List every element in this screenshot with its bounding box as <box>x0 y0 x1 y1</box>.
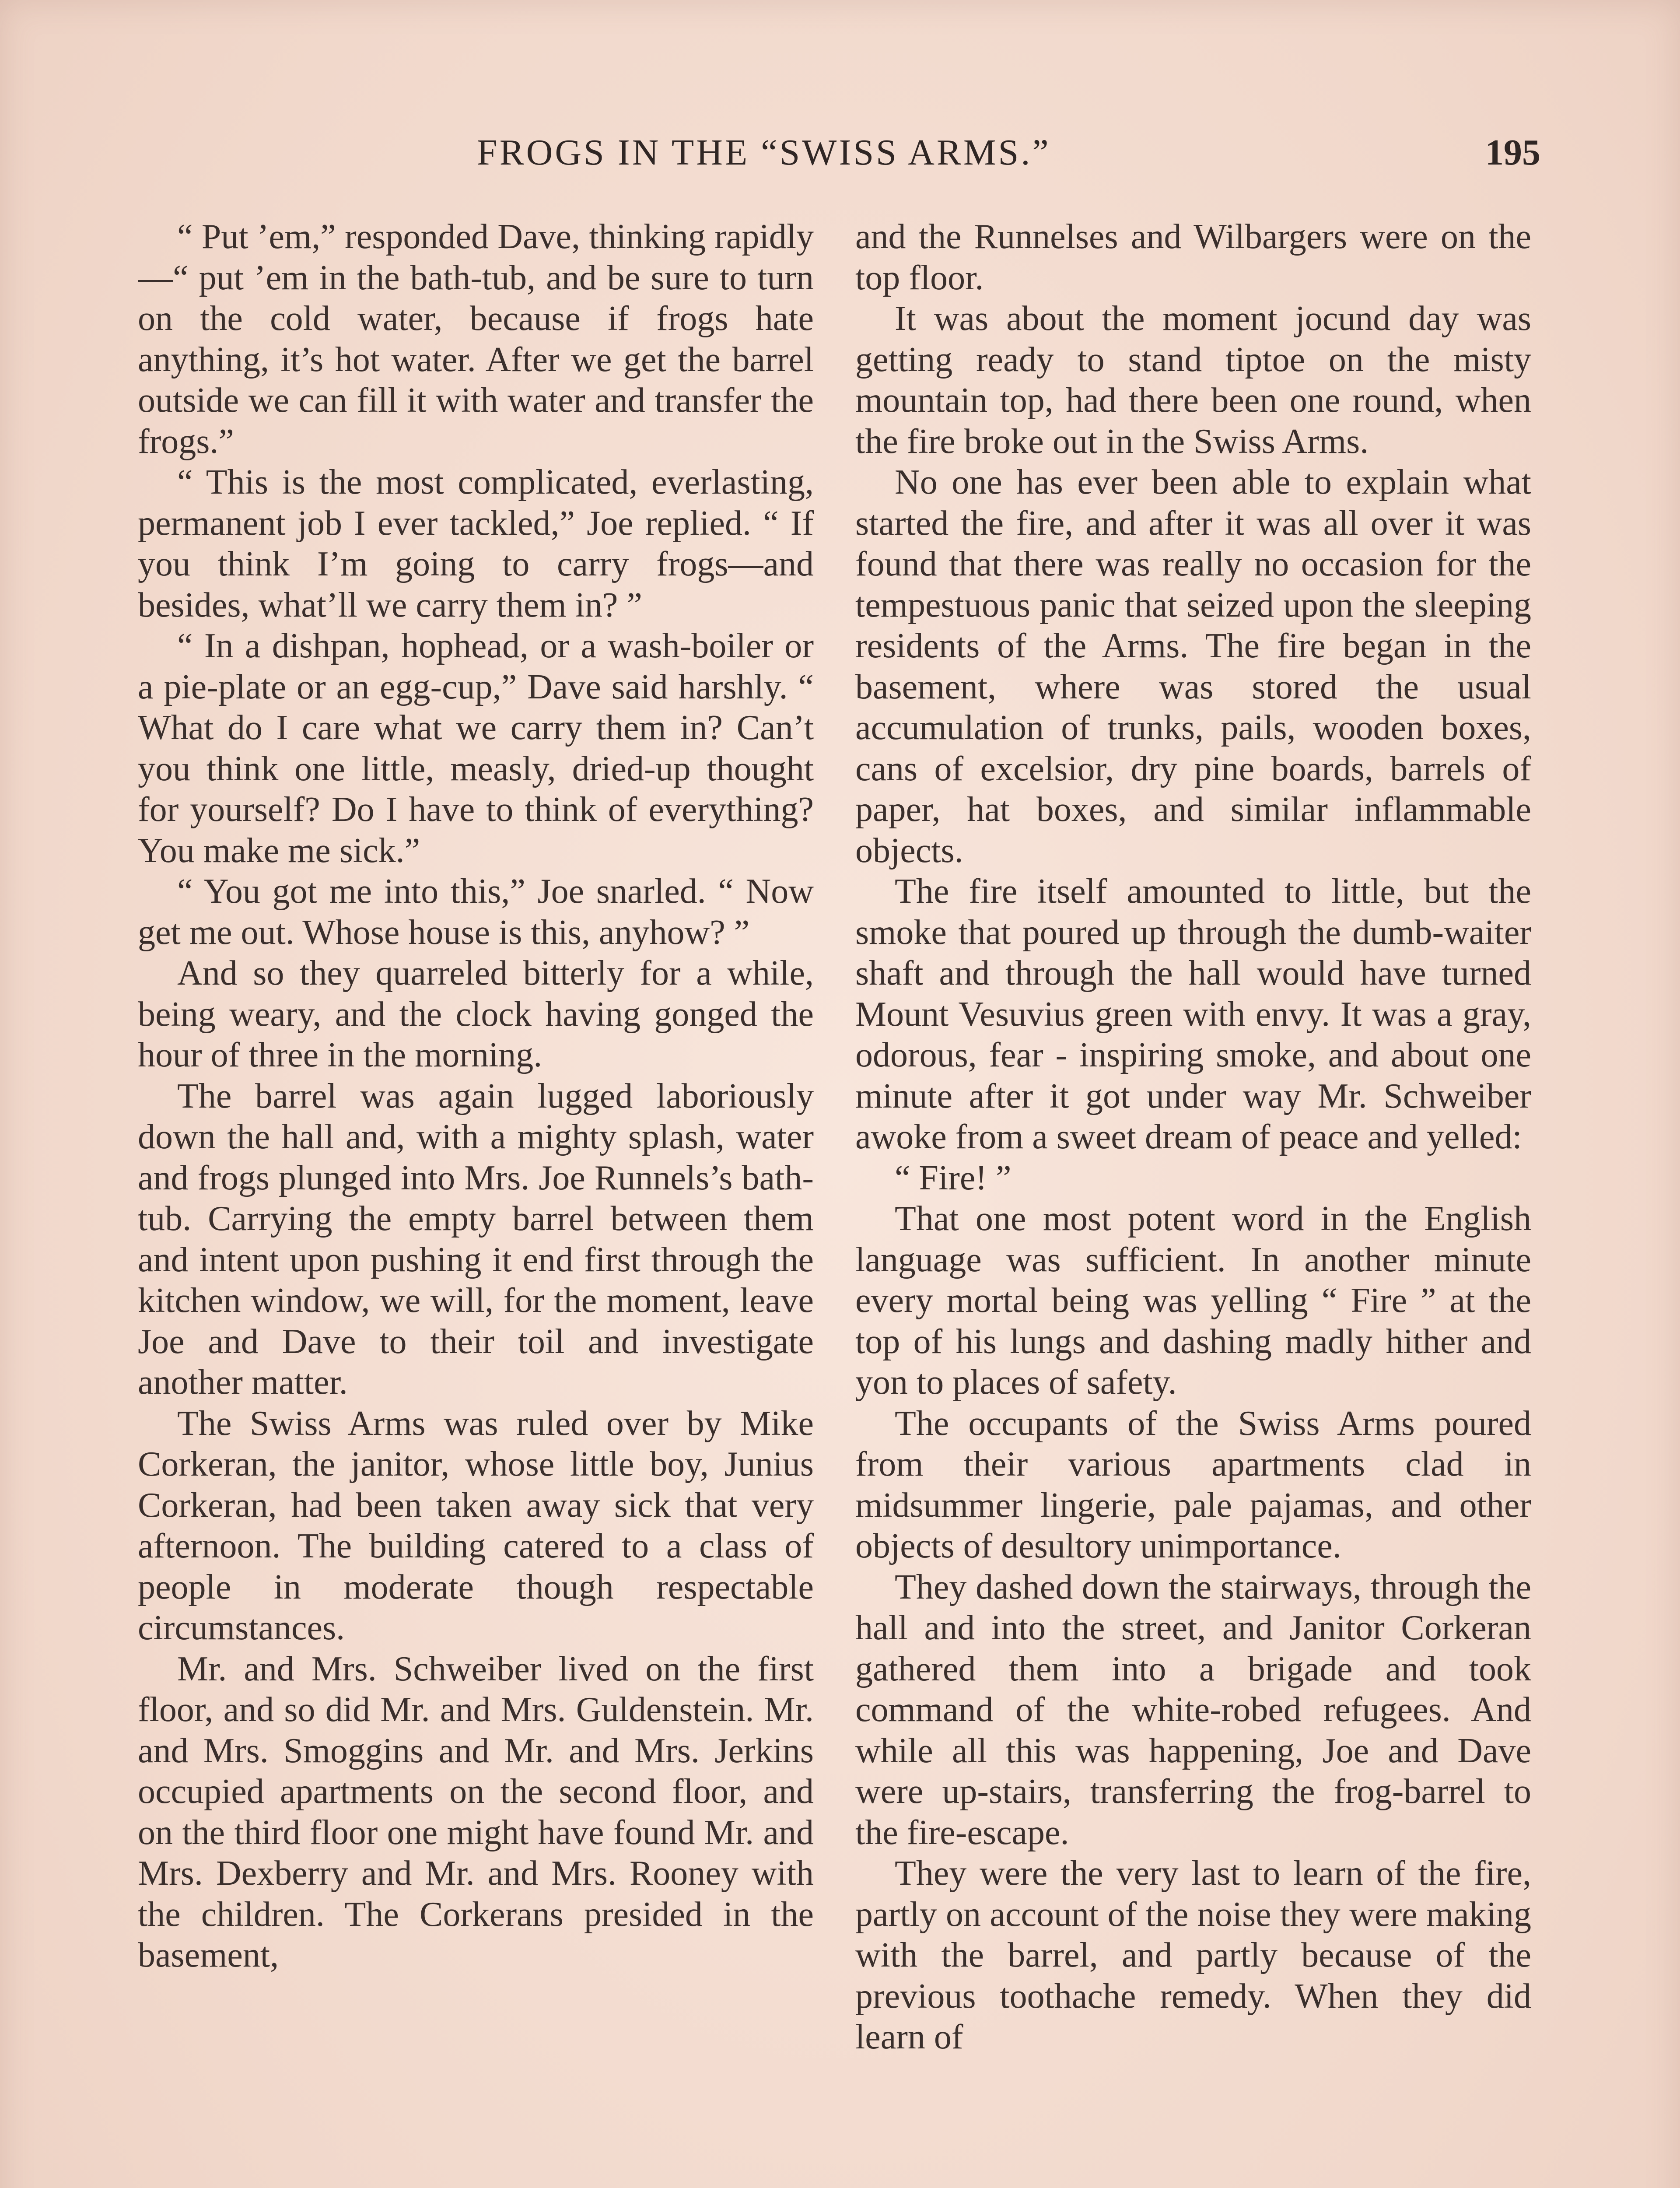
paragraph: The Swiss Arms was ruled over by Mike Corkeran, the janitor, whose little boy, Junius Corkeran, had been taken away sick that very afternoon. The building catered to a class of people in moderate though respectable circumstances. <box>138 1404 814 1647</box>
paragraph: No one has ever been able to explain what started the fire, and after it was all over it was found that there was really no occasion for the tempestuous panic that seized upon the sleeping residents of the Arms. The fire began in the basement, where was stored the usual accumulation of trunks, pails, wooden boxes, cans of excelsior, dry pine boards, barrels of paper, hat boxes, and similar inflammable objects. <box>855 463 1531 870</box>
running-head-title: FROGS IN THE “SWISS ARMS.” <box>477 132 1051 173</box>
left-column <box>138 217 814 2188</box>
paragraph: The fire itself amounted to little, but the smoke that poured up through the dumb-waiter shaft and through the hall would have turned Mount Vesuvius green with envy. It was a gray, odorous, fear - inspiring smoke, and about one minute after it got under way Mr. Schweiber awoke from a sweet dream of peace and yelled: <box>855 872 1531 1156</box>
page-number: 195 <box>1485 132 1540 173</box>
paragraph: They dashed down the stairways, through the hall and into the street, and Janitor Corkeran gathered them into a brigade and took command of the white-robed refugees. And while all this was happening, Joe and Dave were up-stairs, transferring the frog-barrel to the fire-escape. <box>855 1567 1531 1852</box>
paragraph: Mr. and Mrs. Schweiber lived on the first floor, and so did Mr. and Mrs. Guldenstein. Mr. and Mrs. Smoggins and Mr. and Mrs. Jerkins occupied apartments on the second floor, and on the third floor one might have found Mr. and Mrs. Dexberry and Mr. and Mrs. Rooney with the children. The Corkerans presided in the basement, <box>138 1649 814 1974</box>
right-column <box>855 217 1531 2188</box>
paragraph: “ This is the most complicated, everlasting, permanent job I ever tackled,” Joe replied. “ If you think I’m going to carry frogs—and besides, what’ll we carry them in? ” <box>138 463 814 624</box>
paragraph: It was about the moment jocund day was getting ready to stand tiptoe on the misty mountain top, had there been one round, when the fire broke out in the Swiss Arms. <box>855 299 1531 461</box>
paragraph: “ Fire! ” <box>895 1158 1012 1197</box>
paragraph-continued: and the Runnelses and Wilbargers were on the top floor. <box>855 217 1531 297</box>
paragraph: They were the very last to learn of the fire, partly on account of the noise they were making with the barrel, and partly because of the previous toothache remedy. When they did learn of <box>855 1854 1531 2056</box>
paragraph: “ Put ’em,” responded Dave, thinking rapidly—“ put ’em in the bath-tub, and be sure to turn on the cold water, because if frogs hate anything, it’s hot water. After we get the barrel outside we can fill it with water and transfer the frogs.” <box>138 217 814 461</box>
paragraph: And so they quarreled bitterly for a while, being weary, and the clock having gonged the hour of three in the morning. <box>138 954 814 1074</box>
paragraph: “ In a dishpan, hophead, or a wash-boiler or a pie-plate or an egg-cup,” Dave said harshly. “ What do I care what we carry them in? Can’t you think one little, measly, dried-up thought for yourself? Do I have to think of everything? You make me sick.” <box>138 627 814 870</box>
paragraph: That one most potent word in the English language was sufficient. In another minute every mortal being was yelling “ Fire ” at the top of his lungs and dashing madly hither and yon to places of safety. <box>855 1199 1531 1402</box>
paragraph: The occupants of the Swiss Arms poured from their various apartments clad in midsummer lingerie, pale pajamas, and other objects of desultory unimportance. <box>855 1404 1531 1565</box>
paragraph: “ You got me into this,” Joe snarled. “ Now get me out. Whose house is this, anyhow? ” <box>138 872 814 952</box>
paragraph: The barrel was again lugged laboriously down the hall and, with a mighty splash, water and frogs plunged into Mrs. Joe Runnels’s bath-tub. Carrying the empty barrel between them and intent upon pushing it end first through the kitchen window, we will, for the moment, leave Joe and Dave to their toil and investigate another matter. <box>138 1076 814 1402</box>
